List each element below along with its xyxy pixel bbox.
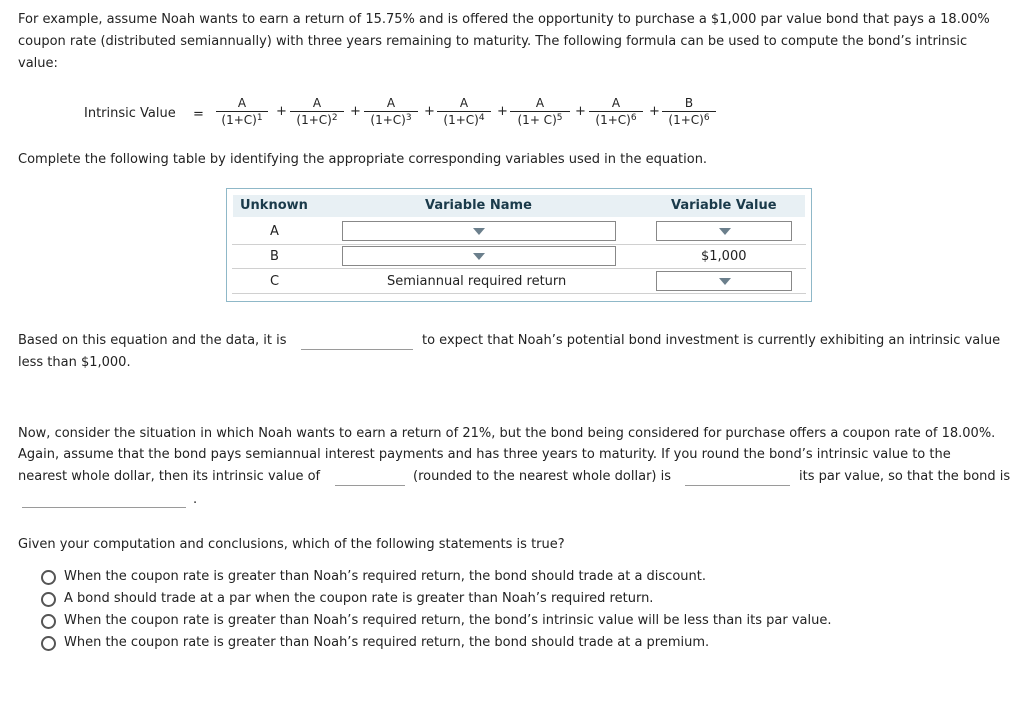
formula-term-2: A $(1+C)^2$: [290, 96, 344, 127]
option-1-label[interactable]: When the coupon rate is greater than Noah’s required return, the bond should trade at a discount.: [64, 569, 706, 584]
q3-prompt: Given your computation and conclusions, which of the following statements is true?: [18, 537, 565, 552]
option-3-label[interactable]: When the coupon rate is greater than Noah’s required return, the bond’s intrinsic value will be less than its par value.: [64, 613, 832, 628]
row-b-unknown: B: [270, 249, 279, 264]
formula-term-5: A $(1+ C)^5$: [510, 96, 570, 127]
header-variable-name: Variable Name: [425, 198, 532, 213]
dropdown-arrow-icon: [473, 253, 485, 260]
plus-sign: +: [497, 104, 508, 119]
q2-period: .: [193, 492, 198, 507]
q1-text-line2: less than $1,000.: [18, 355, 131, 370]
row-divider: [232, 293, 806, 294]
option-4-radio[interactable]: [41, 636, 56, 651]
intro-line-2: coupon rate (distributed semiannually) with three years remaining to maturity. The following formula can be used to compute the bond’s intrinsic: [18, 34, 968, 49]
q1-answer-blank[interactable]: [301, 349, 413, 350]
plus-sign: +: [575, 104, 586, 119]
option-2-label[interactable]: A bond should trade at a par when the coupon rate is greater than Noah’s required return.: [64, 591, 654, 606]
q1-text-after: to expect that Noah’s potential bond investment is currently exhibiting an intrinsic value: [422, 333, 1001, 348]
option-4-label[interactable]: When the coupon rate is greater than Noah’s required return, the bond should trade at a premium.: [64, 635, 710, 650]
row-c-unknown: C: [270, 274, 280, 289]
row-a-unknown: A: [270, 224, 279, 239]
formula-term-7: B $(1+C)^6$: [662, 96, 716, 127]
row-divider: [232, 244, 806, 245]
dropdown-arrow-icon: [719, 278, 731, 285]
formula-term-4: A $(1+C)^4$: [437, 96, 491, 127]
q1-text-before: Based on this equation and the data, it is: [18, 333, 287, 348]
intro-line-3: value:: [18, 56, 58, 71]
plus-sign: +: [424, 104, 435, 119]
header-variable-value: Variable Value: [671, 198, 777, 213]
row-b-variable-name-dropdown[interactable]: [342, 246, 616, 266]
q2-comparison-blank[interactable]: [685, 485, 790, 486]
plus-sign: +: [350, 104, 361, 119]
formula-equals: =: [193, 107, 204, 122]
plus-sign: +: [276, 104, 287, 119]
table-instruction: Complete the following table by identifying the appropriate corresponding variables used in the equation.: [18, 152, 708, 167]
formula-term-6: A $(1+C)^6$: [589, 96, 643, 127]
intro-paragraph: [18, 9, 1018, 75]
header-unknown: Unknown: [240, 198, 308, 213]
q2-intrinsic-value-blank[interactable]: [335, 485, 405, 486]
row-c-variable-value-dropdown[interactable]: [656, 271, 792, 291]
row-a-variable-value-dropdown[interactable]: [656, 221, 792, 241]
q2-line-3a: nearest whole dollar, then its intrinsic value of: [18, 469, 321, 484]
q2-line-1: Now, consider the situation in which Noah wants to earn a return of 21%, but the bond being considered for purchase offers a coupon rate of 18.00%.: [18, 426, 996, 441]
formula-term-1: A $(1+C)^1$: [216, 96, 268, 127]
q2-line-3c: its par value, so that the bond is: [799, 469, 1011, 484]
row-a-variable-name-dropdown[interactable]: [342, 221, 616, 241]
formula-term-3: A $(1+C)^3$: [364, 96, 418, 127]
q2-trade-status-blank[interactable]: [22, 507, 186, 508]
q2-line-2: Again, assume that the bond pays semiannual interest payments and has three years to maturity. If you round the bond’s intrinsic value to the: [18, 447, 951, 462]
dropdown-arrow-icon: [473, 228, 485, 235]
option-2-radio[interactable]: [41, 592, 56, 607]
option-1-radio[interactable]: [41, 570, 56, 585]
row-b-variable-value: $1,000: [701, 249, 747, 264]
dropdown-arrow-icon: [719, 228, 731, 235]
row-c-variable-name: Semiannual required return: [387, 274, 567, 289]
row-divider: [232, 268, 806, 269]
formula-label: Intrinsic Value: [84, 106, 176, 121]
option-3-radio[interactable]: [41, 614, 56, 629]
intro-line-1: For example, assume Noah wants to earn a return of 15.75% and is offered the opportunity to purchase a $1,000 par value bond that pays a 18.00%: [18, 12, 990, 27]
q2-line-3b: (rounded to the nearest whole dollar) is: [413, 469, 672, 484]
plus-sign: +: [649, 104, 660, 119]
